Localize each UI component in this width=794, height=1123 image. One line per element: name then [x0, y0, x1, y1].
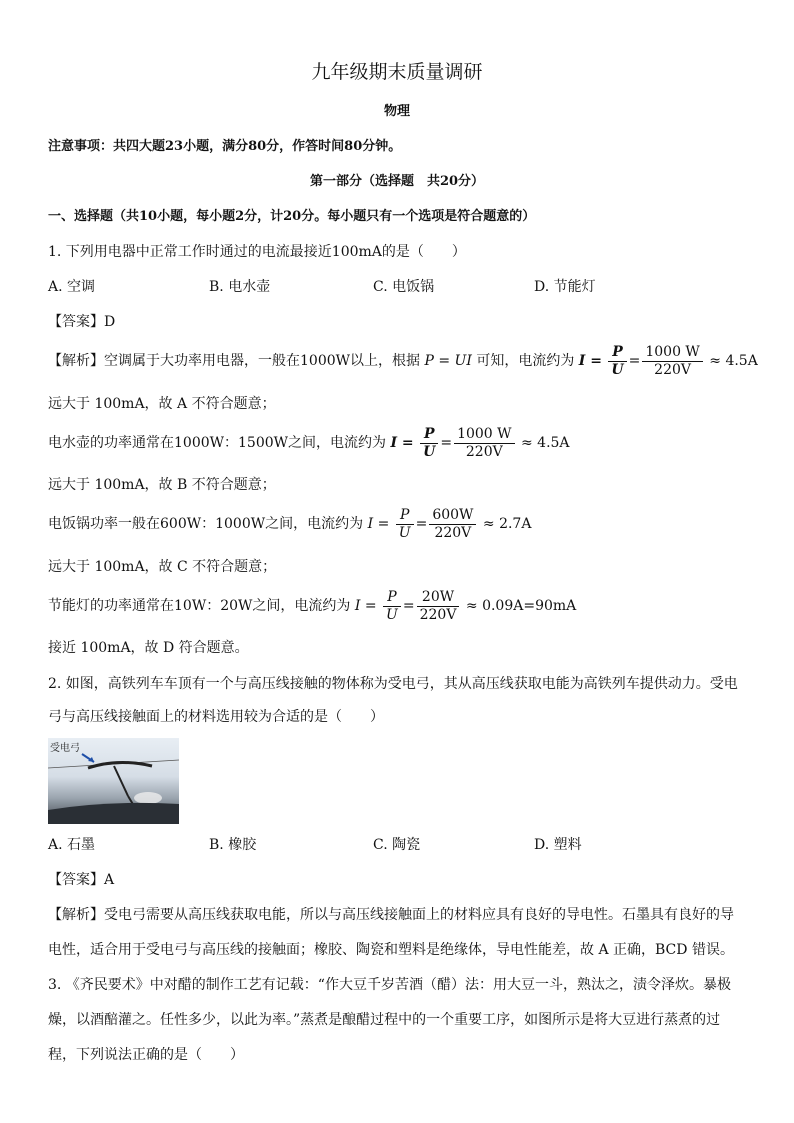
subject-heading: 物理 — [383, 104, 410, 119]
q3-stem-line2: 燥，以酒醅灌之。任性多少，以此为率。”蒸煮是酿醋过程中的一个重要工序，如图所示是将大豆进行蒸煮的过 — [48, 1012, 721, 1028]
q1-stem: 1. 下列用电器中正常工作时通过的电流最接近100mA的是（ ） — [48, 244, 466, 260]
formula-lhs: I = — [367, 516, 390, 532]
analysis-d-text: 节能灯的功率通常在10W：20W之间，电流约为 — [48, 598, 351, 614]
q2-option-d: D. 塑料 — [534, 837, 582, 853]
q2-stem-line2: 弓与高压线接触面上的材料选用较为合适的是（ ） — [48, 709, 384, 725]
q2-analysis-line2: 电性，适合用于受电弓与高压线的接触面；橡胶、陶瓷和塑料是绝缘体，导电性能差，故 A 正确，BCD 错误。 — [48, 942, 734, 958]
pantograph-photo — [48, 738, 179, 824]
q1-analysis-b: 远大于 100mA，故 B 不符合题意； — [48, 477, 276, 493]
fraction-values: $\frac{600W}{220V}$ — [429, 507, 476, 542]
q1-option-c: C. 电饭锅 — [373, 279, 435, 295]
fraction-p-over-u: $\frac{P}{U}$ — [608, 344, 626, 379]
q1-analysis-b-formula: 电水壶的功率通常在1000W：1500W之间，电流约为 I = $\frac{P}{U}$ = $\frac{1000 W}{220V}$ ≈ 4.5A — [48, 425, 570, 460]
analysis-mid: 可知，电流约为 — [476, 353, 575, 369]
q3-stem-line1: 3. 《齐民要术》中对醋的制作工艺有记载：“作大豆千岁苦酒（醋）法：用大豆一斗，熟汰之，渍令泽炊。暴极 — [48, 977, 731, 993]
figure-caption: 受电弓 — [50, 743, 80, 754]
q2-answer: 【答案】A — [48, 872, 115, 888]
formula-lhs: I = — [390, 435, 414, 451]
fraction-p-over-u: $\frac{P}{U}$ — [420, 426, 438, 461]
exam-notice: 注意事项：共四大题23小题，满分80分，作答时间80分钟。 — [48, 139, 402, 154]
fraction-values: $\frac{1000 W}{220V}$ — [642, 344, 702, 379]
q3-stem-line3: 程，下列说法正确的是（ ） — [48, 1047, 244, 1063]
formula-result: ≈ 0.09A=90mA — [465, 598, 577, 614]
fraction-p-over-u: $\frac{P}{U}$ — [383, 589, 401, 624]
q2-analysis-line1: 【解析】受电弓需要从高压线获取电能，所以与高压线接触面上的材料应具有良好的导电性。石墨具有良好的导 — [48, 907, 734, 923]
q2-option-c: C. 陶瓷 — [373, 837, 421, 853]
part-heading: 第一部分（选择题 共20分） — [309, 174, 485, 189]
q1-analysis-d: 接近 100mA，故 D 符合题意。 — [48, 640, 249, 656]
formula-result: ≈ 4.5A — [709, 353, 758, 369]
fraction-values: $\frac{20W}{220V}$ — [417, 589, 460, 624]
formula-lhs: I = — [354, 598, 377, 614]
q1-answer: 【答案】D — [48, 314, 116, 330]
analysis-intro: 【解析】空调属于大功率用电器，一般在1000W以上，根据 — [48, 353, 421, 369]
fraction-p-over-u: $\frac{P}{U}$ — [396, 507, 414, 542]
fraction-values: $\frac{1000 W}{220V}$ — [454, 426, 514, 461]
q2-option-b: B. 橡胶 — [209, 837, 257, 853]
q2-option-a: A. 石墨 — [48, 837, 96, 853]
analysis-b-text: 电水壶的功率通常在1000W：1500W之间，电流约为 — [48, 435, 387, 451]
page-title: 九年级期末质量调研 — [311, 61, 483, 83]
formula-pui: P = UI — [424, 353, 472, 369]
q1-analysis-line1: 【解析】空调属于大功率用电器，一般在1000W以上，根据 P = UI 可知，电流约为 I = $\frac{P}{U}$ = $\frac{1000 W}{220V}$ ≈ 4.5A — [48, 343, 758, 378]
analysis-c-text: 电饭锅功率一般在600W：1000W之间，电流约为 — [48, 516, 364, 532]
q1-analysis-a: 远大于 100mA，故 A 不符合题意； — [48, 396, 276, 412]
q1-analysis-c: 远大于 100mA，故 C 不符合题意； — [48, 559, 277, 575]
section-heading: 一、选择题（共10小题，每小题2分，计20分。每小题只有一个选项是符合题意的） — [48, 209, 536, 224]
q1-option-d: D. 节能灯 — [534, 279, 596, 295]
q1-analysis-d-formula: 节能灯的功率通常在10W：20W之间，电流约为 I = $\frac{P}{U}$ = $\frac{20W}{220V}$ ≈ 0.09A=90mA — [48, 588, 577, 623]
q1-analysis-c-formula: 电饭锅功率一般在600W：1000W之间，电流约为 I = $\frac{P}{U}$ = $\frac{600W}{220V}$ ≈ 2.7A — [48, 506, 532, 541]
q2-stem-line1: 2. 如图，高铁列车车顶有一个与高压线接触的物体称为受电弓，其从高压线获取电能为高铁列车提供动力。受电 — [48, 676, 738, 692]
q1-option-b: B. 电水壶 — [209, 279, 271, 295]
formula-result: ≈ 2.7A — [482, 516, 532, 532]
formula-lhs: I = — [578, 353, 602, 369]
pantograph-illustration — [48, 738, 179, 824]
formula-result: ≈ 4.5A — [520, 435, 570, 451]
q1-option-a: A. 空调 — [48, 279, 96, 295]
